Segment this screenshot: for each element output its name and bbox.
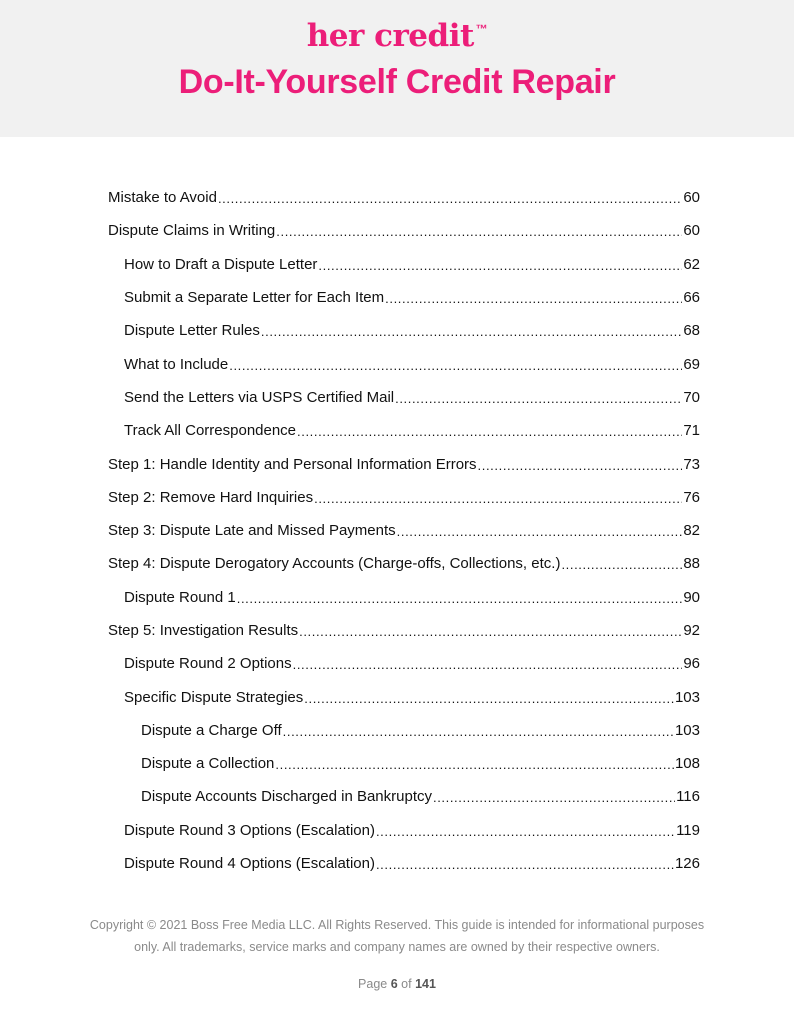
toc-entry-label: Specific Dispute Strategies	[124, 688, 304, 706]
toc-entry[interactable]	[108, 581, 700, 614]
page-prefix: Page	[358, 977, 388, 991]
dot-leader	[283, 727, 674, 742]
copyright-line-1: Copyright © 2021 Boss Free Media LLC. All Rights Reserved. This guide is intended for informational purposes	[89, 918, 705, 932]
toc-entry-label: Step 4: Dispute Derogatory Accounts (Charge-offs, Collections, etc.)	[108, 555, 561, 573]
copyright-notice	[80, 914, 714, 958]
toc-entry-label: Dispute Round 3 Options (Escalation)	[124, 821, 375, 839]
dot-leader	[376, 827, 675, 842]
trademark-symbol: ™	[475, 22, 488, 36]
toc-entry-label: Dispute Letter Rules	[124, 322, 260, 340]
toc-entry-page: 88	[683, 555, 700, 573]
toc-entry[interactable]	[108, 414, 700, 447]
toc-entry-page: 70	[683, 388, 700, 406]
page-total: 141	[415, 977, 436, 991]
toc-entry-page: 82	[683, 522, 700, 540]
toc-entry-label: Submit a Separate Letter for Each Item	[124, 289, 385, 307]
page-number	[0, 977, 794, 991]
toc-entry[interactable]	[108, 780, 700, 813]
toc-entry-page: 68	[683, 322, 700, 340]
toc-entry[interactable]	[108, 181, 700, 214]
toc-entry[interactable]	[108, 647, 700, 680]
toc-entry-label: Step 2: Remove Hard Inquiries	[108, 488, 314, 506]
toc-entry-label: Dispute Round 4 Options (Escalation)	[124, 855, 375, 873]
toc-entry[interactable]	[108, 547, 700, 580]
dot-leader	[385, 294, 682, 309]
dot-leader	[276, 227, 682, 242]
dot-leader	[318, 261, 682, 276]
toc-entry-page: 116	[676, 788, 700, 806]
toc-entry-page: 66	[683, 289, 700, 307]
dot-leader	[376, 860, 674, 875]
toc-entry-page: 108	[674, 755, 700, 773]
dot-leader	[561, 560, 682, 575]
toc-entry[interactable]	[108, 347, 700, 380]
toc-entry-page: 92	[683, 622, 700, 639]
toc-entry-label: Send the Letters via USPS Certified Mail	[124, 388, 395, 406]
page-current: 6	[390, 977, 398, 991]
toc-entry-label: Step 5: Investigation Results	[108, 622, 299, 639]
dot-leader	[218, 194, 682, 209]
toc-entry[interactable]	[108, 614, 700, 647]
toc-entry-page: 119	[676, 821, 700, 839]
toc-entry[interactable]	[108, 814, 700, 847]
document-title: Do-It-Yourself Credit Repair	[178, 63, 616, 101]
toc-entry-label: Dispute Claims in Writing	[108, 222, 276, 240]
toc-entry[interactable]	[108, 248, 700, 281]
dot-leader	[297, 427, 682, 442]
dot-leader	[395, 394, 682, 409]
brand-logo	[0, 18, 794, 54]
toc-entry[interactable]	[108, 381, 700, 414]
toc-entry[interactable]	[108, 314, 700, 347]
toc-entry[interactable]	[108, 847, 700, 880]
toc-entry-label: Step 1: Handle Identity and Personal Information Errors	[108, 455, 477, 473]
toc-entry-page: 96	[683, 655, 700, 673]
toc-entry-page: 126	[674, 855, 700, 873]
toc-entry-page: 90	[683, 588, 700, 606]
toc-entry[interactable]	[108, 714, 700, 747]
dot-leader	[237, 594, 683, 609]
dot-leader	[229, 361, 682, 376]
toc-entry-page: 62	[683, 255, 700, 273]
toc-entry[interactable]	[108, 214, 700, 247]
toc-entry-label: Track All Correspondence	[124, 422, 297, 440]
toc-entry-page: 60	[683, 222, 700, 240]
toc-entry-page: 103	[674, 721, 700, 739]
brand-name: her credit	[306, 18, 474, 54]
toc-entry-label: Dispute Accounts Discharged in Bankruptcy	[141, 788, 432, 806]
dot-leader	[397, 527, 683, 542]
dot-leader	[478, 461, 683, 476]
toc-entry-page: 60	[683, 189, 700, 207]
toc-entry-label: Dispute Round 2 Options	[124, 655, 292, 673]
dot-leader	[433, 793, 675, 808]
toc-entry-page: 69	[683, 355, 700, 373]
page-header	[0, 0, 794, 137]
toc-entry-label: Step 3: Dispute Late and Missed Payments	[108, 522, 396, 540]
toc-entry-label: How to Draft a Dispute Letter	[124, 255, 318, 273]
toc-entry-page: 73	[683, 455, 700, 473]
dot-leader	[314, 494, 682, 509]
toc-entry[interactable]	[108, 747, 700, 780]
dot-leader	[275, 760, 674, 775]
toc-entry-label: Dispute a Charge Off	[141, 721, 282, 739]
dot-leader	[261, 327, 682, 342]
toc-entry-label: Mistake to Avoid	[108, 189, 217, 207]
toc-entry-label: What to Include	[124, 355, 229, 373]
page-of: of	[401, 977, 412, 991]
toc-entry[interactable]	[108, 680, 700, 713]
toc-entry[interactable]	[108, 481, 700, 514]
copyright-line-2: only. All trademarks, service marks and company names are owned by their respective owners.	[134, 940, 660, 954]
toc-entry-page: 76	[683, 488, 700, 506]
toc-entry-page: 103	[674, 688, 700, 706]
toc-entry[interactable]	[108, 514, 700, 547]
dot-leader	[293, 660, 683, 675]
table-of-contents	[108, 181, 700, 880]
dot-leader	[299, 627, 682, 642]
toc-entry-page: 71	[683, 422, 700, 440]
dot-leader	[304, 694, 674, 709]
toc-entry-label: Dispute a Collection	[141, 755, 275, 773]
toc-entry-label: Dispute Round 1	[124, 588, 236, 606]
toc-entry[interactable]	[108, 281, 700, 314]
toc-entry[interactable]	[108, 447, 700, 480]
